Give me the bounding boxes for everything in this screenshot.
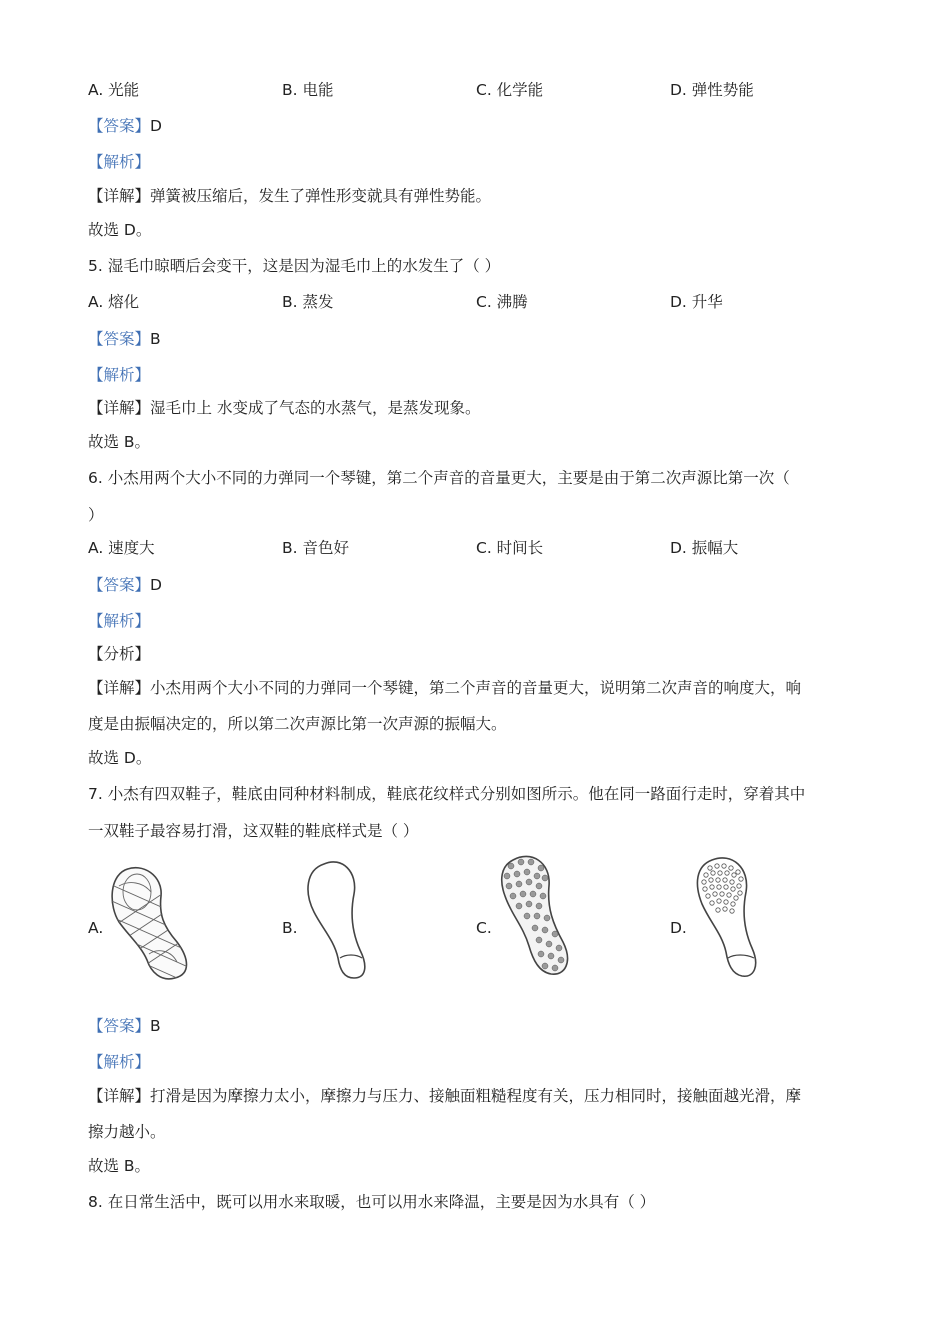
shoe-sole-b-image <box>300 858 380 984</box>
q5-options <box>88 292 868 312</box>
q7-stem-line2: 一双鞋子最容易打滑，这双鞋的鞋底样式是（ ） <box>88 822 419 840</box>
q5-option-b: B. 蒸发 <box>282 293 334 311</box>
q4-detail <box>88 186 491 206</box>
q6-stem-line2: ） <box>88 506 104 524</box>
q5-conclusion: 故选 B。 <box>88 433 151 451</box>
q6-options <box>88 538 868 558</box>
q7-option-b-label: B. <box>282 919 298 937</box>
answer-tag: 【答案】 <box>88 117 151 135</box>
q7-option-d-label: D. <box>670 919 687 937</box>
q7-stem-line1: 7. 小杰有四双鞋子，鞋底由同种材料制成，鞋底花纹样式分别如图所示。他在同一路面行走时，穿着其中 <box>88 785 806 803</box>
answer-value: B <box>150 330 161 348</box>
q5-detail <box>88 398 480 418</box>
answer-value: B <box>150 1017 161 1035</box>
q7-option-a-label: A. <box>88 919 104 937</box>
q6-analyze-tag: 【分析】 <box>88 645 151 663</box>
q6-stem-line1: 6. 小杰用两个大小不同的力弹同一个琴键，第二个声音的音量更大，主要是由于第二次声源比第一次（ <box>88 469 790 487</box>
q4-option-d: D. 弹性势能 <box>670 81 754 99</box>
answer-tag: 【答案】 <box>88 330 151 348</box>
detail-text: 湿毛巾上 水变成了气态的水蒸气，是蒸发现象。 <box>150 399 481 417</box>
q4-options <box>88 80 868 100</box>
q8-stem: 8. 在日常生活中，既可以用水来取暖，也可以用水来降温，主要是因为水具有（ ） <box>88 1193 656 1211</box>
q7-detail-line1 <box>88 1086 801 1106</box>
detail-tag: 【详解】 <box>88 399 151 417</box>
q5-answer <box>88 329 161 349</box>
answer-tag: 【答案】 <box>88 576 151 594</box>
q7-option-c-label: C. <box>476 919 492 937</box>
q4-answer <box>88 116 162 136</box>
detail-tag: 【详解】 <box>88 1087 151 1105</box>
q7-conclusion: 故选 B。 <box>88 1157 151 1175</box>
answer-value: D <box>150 117 162 135</box>
q7-answer <box>88 1016 161 1036</box>
q6-option-a: A. 速度大 <box>88 539 155 557</box>
detail-tag: 【详解】 <box>88 679 151 697</box>
detail-text: 弹簧被压缩后，发生了弹性形变就具有弹性势能。 <box>150 187 492 205</box>
q6-detail-line2: 度是由振幅决定的，所以第二次声源比第一次声源的振幅大。 <box>88 715 507 733</box>
q4-option-b: B. 电能 <box>282 81 334 99</box>
q7-detail-line2: 擦力越小。 <box>88 1123 166 1141</box>
q6-detail-line1 <box>88 678 801 698</box>
q5-option-d: D. 升华 <box>670 293 723 311</box>
q6-option-d: D. 振幅大 <box>670 539 739 557</box>
detail-tag: 【详解】 <box>88 187 151 205</box>
q4-analysis-tag: 【解析】 <box>88 153 151 171</box>
q6-conclusion: 故选 D。 <box>88 749 152 767</box>
q5-stem: 5. 湿毛巾晾晒后会变干，这是因为湿毛巾上的水发生了（ ） <box>88 257 501 275</box>
q5-option-a: A. 熔化 <box>88 293 140 311</box>
q6-option-c: C. 时间长 <box>476 539 544 557</box>
q5-option-c: C. 沸腾 <box>476 293 528 311</box>
shoe-sole-c-image <box>495 852 577 980</box>
detail-text: 小杰用两个大小不同的力弹同一个琴键，第二个声音的音量更大，说明第二次声音的响度大，响 <box>150 679 802 697</box>
detail-text: 打滑是因为摩擦力太小，摩擦力与压力、接触面粗糙程度有关，压力相同时，接触面越光滑，摩 <box>150 1087 802 1105</box>
answer-tag: 【答案】 <box>88 1017 151 1035</box>
q5-analysis-tag: 【解析】 <box>88 366 151 384</box>
shoe-sole-a-image <box>105 862 195 984</box>
q6-answer <box>88 575 162 595</box>
q6-analysis-tag: 【解析】 <box>88 612 151 630</box>
q7-analysis-tag: 【解析】 <box>88 1053 151 1071</box>
q4-option-a: A. 光能 <box>88 81 140 99</box>
answer-value: D <box>150 576 162 594</box>
shoe-sole-d-image <box>690 854 772 982</box>
q4-option-c: C. 化学能 <box>476 81 544 99</box>
q6-option-b: B. 音色好 <box>282 539 349 557</box>
q4-conclusion: 故选 D。 <box>88 221 152 239</box>
